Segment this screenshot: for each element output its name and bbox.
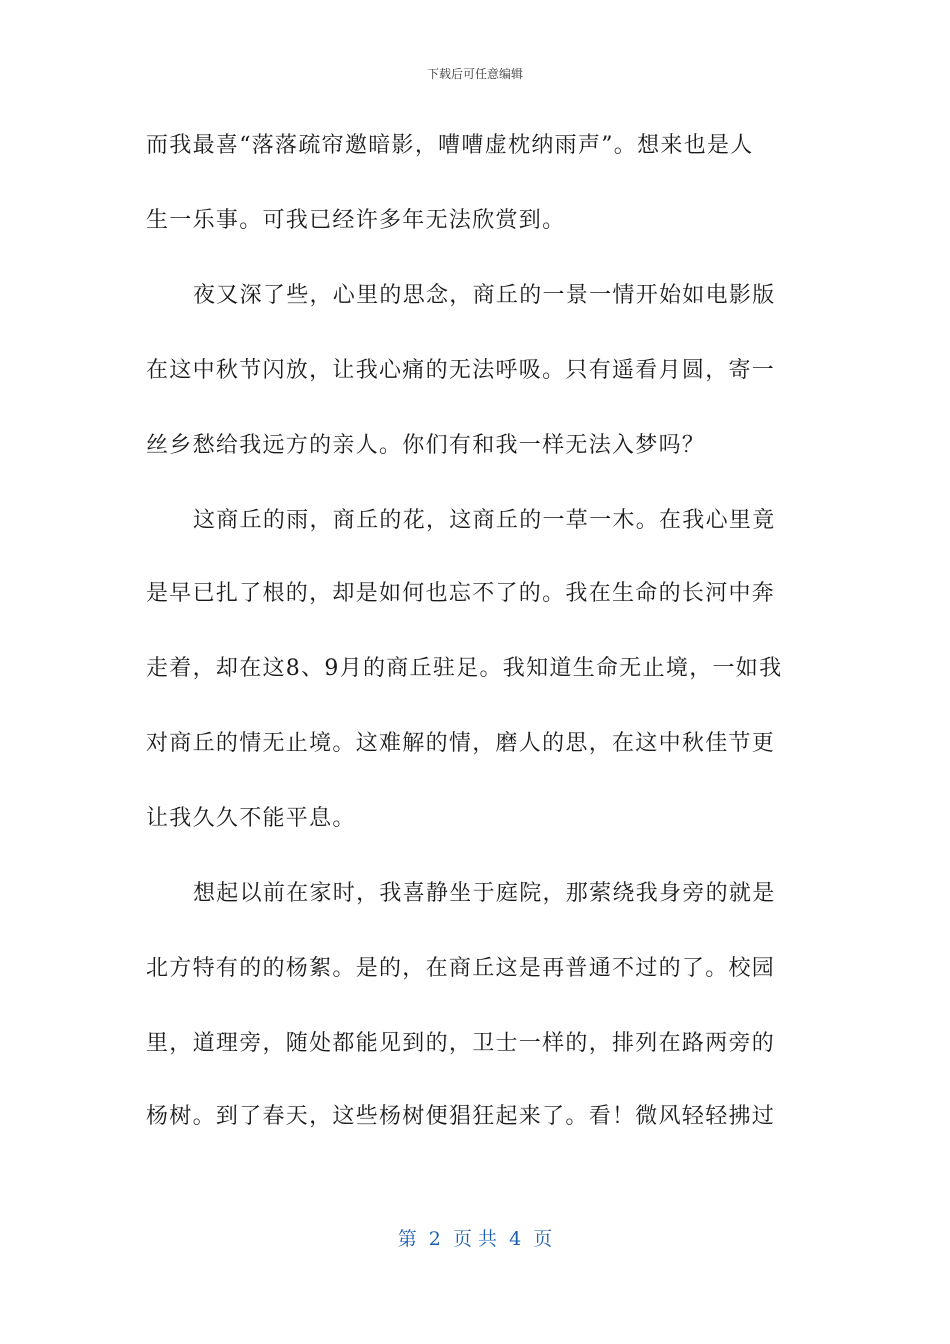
body-line: 杨树。到了春天，这些杨树便猖狂起来了。看！微风轻轻拂过 xyxy=(146,1104,776,1129)
page-header-note: 下载后可任意编辑 xyxy=(426,67,523,81)
paragraph-first-line: 想起以前在家时，我喜静坐于庭院，那萦绕我身旁的就是 xyxy=(193,881,776,906)
body-line: 是早已扎了根的，却是如何也忘不了的。我在生命的长河中奔 xyxy=(146,581,776,606)
body-line: 里，道理旁，随处都能见到的，卫士一样的，排列在路两旁的 xyxy=(146,1031,776,1056)
body-line: 让我久久不能平息。 xyxy=(146,806,356,831)
body-line: 对商丘的情无止境。这难解的情，磨人的思，在这中秋佳节更 xyxy=(146,731,776,756)
body-line: 在这中秋节闪放，让我心痛的无法呼吸。只有遥看月圆，寄一 xyxy=(146,358,776,383)
body-line: 而我最喜“落落疏帘邀暗影，嘈嘈虚枕纳雨声”。想来也是人 xyxy=(146,133,754,158)
body-line: 北方特有的的杨絮。是的，在商丘这是再普通不过的了。校园 xyxy=(146,956,776,981)
body-line: 走着，却在这8、9月的商丘驻足。我知道生命无止境，一如我 xyxy=(146,656,783,681)
body-line: 丝乡愁给我远方的亲人。你们有和我一样无法入梦吗？ xyxy=(146,433,706,458)
paragraph-first-line: 夜又深了些，心里的思念，商丘的一景一情开始如电影版 xyxy=(193,283,776,308)
body-line: 生一乐事。可我已经许多年无法欣赏到。 xyxy=(146,208,566,233)
paragraph-first-line: 这商丘的雨，商丘的花，这商丘的一草一木。在我心里竟 xyxy=(193,508,776,533)
page-number-footer: 第 2 页 共 4 页 xyxy=(397,1228,553,1250)
